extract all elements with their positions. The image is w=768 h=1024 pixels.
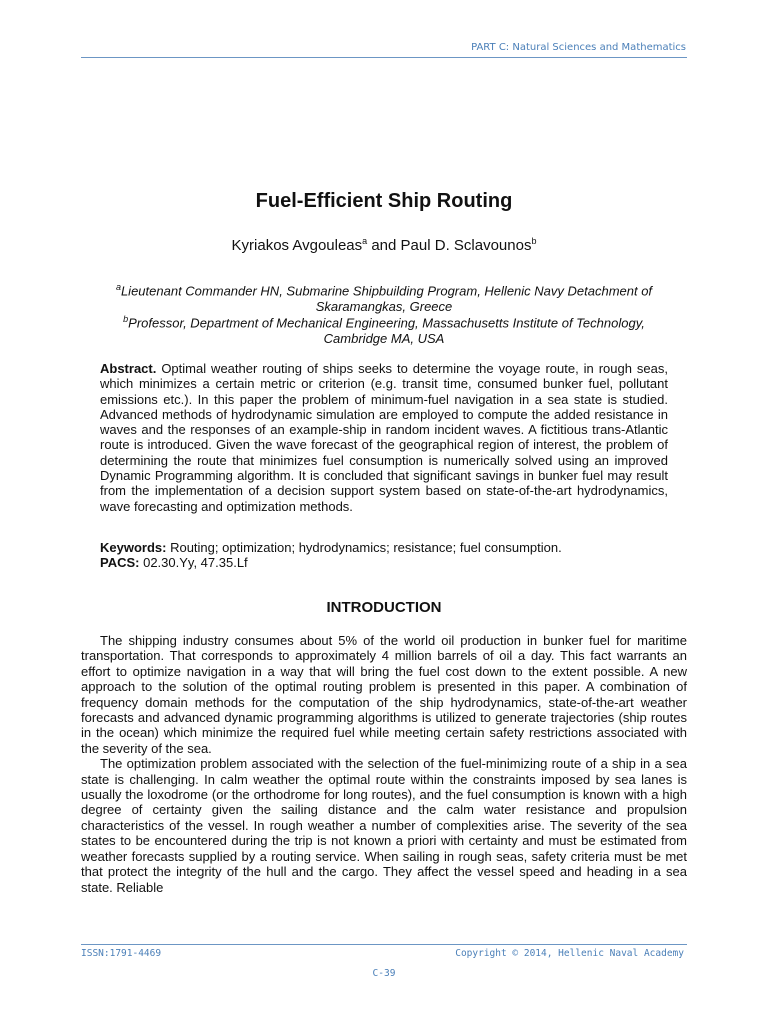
keywords — [100, 540, 668, 555]
keywords-text: Routing; optimization; hydrodynamics; resistance; fuel consumption. — [166, 540, 562, 555]
footer-rule — [81, 944, 687, 945]
pacs — [100, 555, 668, 570]
paragraph-1: The shipping industry consumes about 5% of the world oil production in bunker fuel for maritime transportation. That corresponds to approximately 4 million barrels of oil a day. This fact warrants an effort to optimize navigation in a way that will bring the fuel cost down to the extent possible. A new approach to the solution of the optimal routing problem is presented in this paper. A combination of frequency domain methods for the computation of the ship hydrodynamics, state-of-the-art weather forecasts and advanced dynamic programming algorithms is utilized to generate trajectories (ship routes in the ocean) which minimize the required fuel while meeting certain safety restrictions associated with the severity of the sea. — [81, 633, 687, 756]
author-1: Kyriakos Avgouleas — [231, 237, 363, 254]
section-heading: INTRODUCTION — [326, 599, 442, 616]
abstract-label: Abstract. — [100, 361, 157, 376]
paper-title: Fuel-Efficient Ship Routing — [255, 190, 513, 212]
author-2: Paul D. Sclavounos — [400, 237, 532, 254]
author-2-mark: b — [531, 236, 537, 246]
affiliation-b-line2: Cambridge MA, USA — [323, 331, 445, 347]
affiliation-b-line1: Professor, Department of Mechanical Engineering, Massachusetts Institute of Technology, — [128, 315, 645, 331]
abstract-text: Optimal weather routing of ships seeks to determine the voyage route, in rough seas, which minimizes a certain metric or criterion (e.g. transit time, consumed bunker fuel, pollutant emissions etc.). In this paper the problem of minimum-fuel navigation in a sea state is studied. Advanced methods of hydrodynamic simulation are employed to compute the added resistance in waves and the responses of an example-ship in random incident waves. A fictitious trans-Atlantic route is introduced. Given the wave forecast of the geographical region of interest, the problem of determining the route that minimizes fuel consumption is numerically solved using an improved Dynamic Programming algorithm. It is concluded that significant savings in bunker fuel may result from the implementation of a decision support system based on state-of-the-art hydrodynamics, wave forecasting and optimization methods. — [100, 361, 668, 514]
affiliation-a-line2: Skaramangkas, Greece — [315, 299, 453, 315]
body-text — [81, 633, 687, 895]
affiliation-a-mark: a — [115, 282, 121, 292]
pacs-text: 02.30.Yy, 47.35.Lf — [139, 555, 248, 570]
header-rule — [81, 57, 687, 58]
author-joiner: and — [367, 237, 401, 254]
affiliation-a — [81, 279, 687, 315]
author-1-mark: a — [362, 236, 368, 246]
page-number: C-39 — [372, 968, 396, 979]
footer-copyright: Copyright © 2014, Hellenic Naval Academy — [455, 948, 684, 959]
footer-issn: ISSN:1791-4469 — [81, 948, 162, 959]
running-header: PART C: Natural Sciences and Mathematics — [471, 42, 686, 53]
affiliation-b-mark: b — [123, 314, 129, 324]
keywords-label: Keywords: — [100, 540, 167, 555]
pacs-label: PACS: — [100, 555, 140, 570]
affiliation-a-line1: Lieutenant Commander HN, Submarine Shipbuilding Program, Hellenic Navy Detachment of — [120, 283, 653, 299]
author-line — [0, 236, 768, 254]
abstract — [100, 361, 668, 514]
paragraph-2: The optimization problem associated with the selection of the fuel-minimizing route of a ship in a sea state is challenging. In calm weather the optimal route within the constraints imposed by sea lanes is usually the loxodrome (or the orthodrome for long routes), and the fuel consumption is known with a high degree of certainty given the sailing distance and the calm water resistance and propulsion characteristics of the vessel. In rough weather a number of complexities arise. The severity of the sea states to be encountered during the trip is not known a priori with certainty and must be estimated from weather forecasts supplied by a routing service. When sailing in rough seas, safety criteria must be met that protect the integrity of the hull and the cargo. They affect the vessel speed and heading in a sea state. Reliable — [81, 756, 687, 895]
affiliation-b — [81, 311, 687, 347]
